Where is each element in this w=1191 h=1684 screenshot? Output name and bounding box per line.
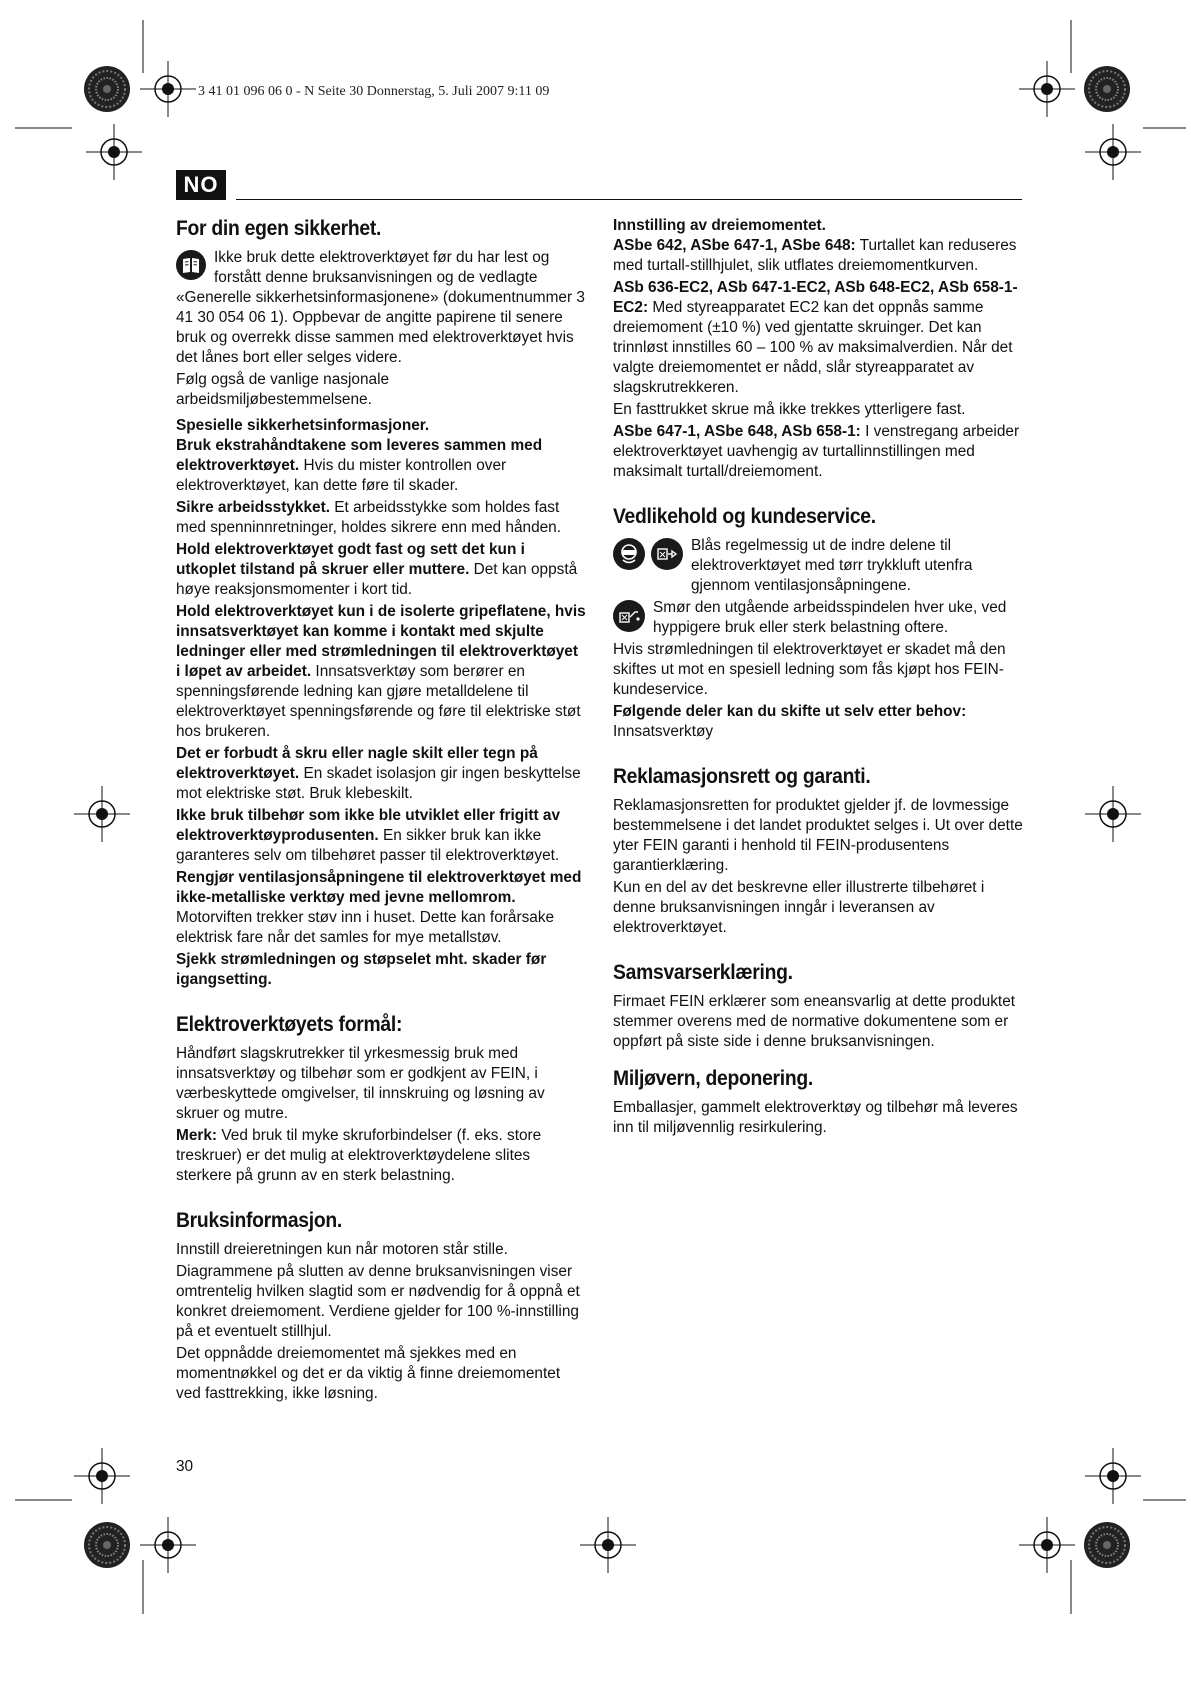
- left-column: [176, 214, 586, 1406]
- starburst-icon: [84, 66, 130, 112]
- safety-text-1: Ikke bruk dette elektroverktøyet før du har lest og forstått denne bruksanvisningen og de vedlagte «Generelle sikkerhetsinformasjonene» (dokumentnummer 3 41 30 054 06 1). Oppbevar de angitte papirene til senere bruk og overrekk disse sammen med elektroverktøyet hvis det lånes bort eller selges videre.: [176, 249, 585, 366]
- registration-mark-icon: [1085, 786, 1141, 842]
- safety-intro: [176, 248, 586, 368]
- lubricate-icon: [613, 600, 645, 638]
- book-icon: [176, 250, 206, 286]
- conformity-text: Firmaet FEIN erklærer som eneansvarlig at dette produktet stemmer overens med de normative dokumentene som er oppført på siste side i denne bruksanvisningen.: [613, 993, 1016, 1050]
- maintenance-text-1: Blås regelmessig ut de indre delene til elektroverktøyet med tørr trykkluft utenfra gjennom ventilasjonsåpningene.: [691, 537, 973, 594]
- language-badge: NO: [176, 170, 226, 200]
- purpose-note: Merk: Ved bruk til myke skruforbindelser (f. eks. store treskruer) er det mulig at elektroverktøydelene slites sterkere på grunn av en sterk belastning.: [176, 1127, 542, 1184]
- special-item-5: Det er forbudt å skru eller nagle skilt eller tegn på elektroverktøyet. En skadet isolasjon gir ingen beskyttelse mot elektriske støt. Bruk klebeskilt.: [176, 745, 581, 802]
- registration-mark-icon: [140, 1517, 196, 1573]
- purpose-text: Håndført slagskrutrekker til yrkesmessig bruk med innsatsverktøy og tilbehør som er godkjent av FEIN, i værbeskyttede omgivelser, til innskruing og løsning av skruer og mutre.: [176, 1045, 545, 1122]
- torque-item-1: ASbe 642, ASbe 647-1, ASbe 648: Turtallet kan reduseres med turtall-stillhjulet, slik utflates dreiemomentkurven.: [613, 237, 1017, 274]
- registration-mark-icon: [1019, 61, 1075, 117]
- special-item-3: Hold elektroverktøyet godt fast og sett det kun i utkoplet tilstand på skruer eller muttere. Det kan oppstå høye reaksjonsmomenter i kort tid.: [176, 541, 578, 598]
- registration-mark-icon: [1019, 1517, 1075, 1573]
- usage-text-3: Det oppnådde dreiemomentet må sjekkes med en momentnøkkel og det er da viktig å finne dreiemomentet ved fasttrekking, ikke løsning.: [176, 1345, 561, 1402]
- top-rule: [236, 199, 1022, 200]
- right-column: [613, 214, 1027, 1140]
- print-header: 3 41 01 096 06 0 - N Seite 30 Donnerstag, 5. Juli 2007 9:11 09: [198, 84, 550, 99]
- goggles-icon: [613, 538, 645, 576]
- warranty-text-1: Reklamasjonsretten for produktet gjelder jf. de lovmessige bestemmelsene i det landet produktet selges i. Ut over dette yter FEIN garanti i henhold til FEIN-produsentens garantierklæring.: [613, 797, 1023, 874]
- maintenance-lubricate: [613, 598, 1027, 638]
- maintenance-text-4: Følgende deler kan du skifte ut selv etter behov: Innsatsverktøy: [613, 703, 967, 740]
- maintenance-text-2: Smør den utgående arbeidsspindelen hver uke, ved hyppigere bruk eller sterk belastning oftere.: [653, 599, 1007, 636]
- safety-text-2: Følg også de vanlige nasjonale arbeidsmiljøbestemmelsene.: [176, 371, 390, 408]
- heading-conformity: Samsvarserklæring.: [613, 961, 793, 984]
- registration-mark-icon: [580, 1517, 636, 1573]
- heading-maintenance: Vedlikehold og kundeservice.: [613, 505, 876, 528]
- registration-mark-icon: [74, 1448, 130, 1504]
- special-item-2: Sikre arbeidsstykket. Et arbeidsstykke som holdes fast med spenninnretninger, holdes sikrere enn med hånden.: [176, 499, 562, 536]
- special-item-7: Rengjør ventilasjonsåpningene til elektroverktøyet med ikke-metalliske verktøy med jevne mellomrom. Motorviften trekker støv inn i huset. Dette kan forårsake elektrisk fare når det samles for mye metallstøv.: [176, 869, 582, 946]
- registration-mark-icon: [74, 786, 130, 842]
- heading-safety: For din egen sikkerhet.: [176, 217, 382, 240]
- usage-text-2: Diagrammene på slutten av denne bruksanvisningen viser omtrentelig hvilken slagtid som er nødvendig for å oppnå et konkret dreiemoment. Verdiene gjelder for 100 %-innstilling på et eventuelt stillhjul.: [176, 1263, 580, 1340]
- environment-text: Emballasjer, gammelt elektroverktøy og tilbehør må leveres inn til miljøvennlig resirkulering.: [613, 1099, 1018, 1136]
- starburst-icon: [1084, 1522, 1130, 1568]
- maintenance-blow: [613, 536, 1027, 596]
- registration-mark-icon: [140, 61, 196, 117]
- special-item-8: Sjekk strømledningen og støpselet mht. skader før igangsetting.: [176, 951, 547, 988]
- starburst-icon: [84, 1522, 130, 1568]
- registration-mark-icon: [86, 124, 142, 180]
- heading-torque: Innstilling av dreiemomentet.: [613, 217, 826, 234]
- special-item-1: Bruk ekstrahåndtakene som leveres sammen med elektroverktøyet. Hvis du mister kontrollen over elektroverktøyet, kan dette føre til skader.: [176, 437, 543, 494]
- heading-warranty: Reklamasjonsrett og garanti.: [613, 765, 871, 788]
- special-item-6: Ikke bruk tilbehør som ikke ble utviklet eller frigitt av elektroverktøyprodusenten. En sikker bruk kan ikke garanteres selv om tilbehøret passer til elektroverktøyet.: [176, 807, 561, 864]
- registration-mark-icon: [1085, 124, 1141, 180]
- torque-item-4: ASbe 647-1, ASbe 648, ASb 658-1: I venstregang arbeider elektroverktøyet uavhengig av turtallinnstillingen med maksimalt turtall/dreiemoment.: [613, 423, 1020, 480]
- torque-item-3: En fasttrukket skrue må ikke trekkes ytterligere fast.: [613, 401, 966, 418]
- page-number: 30: [176, 1458, 194, 1475]
- air-blow-icon: [651, 538, 683, 576]
- heading-purpose: Elektroverktøyets formål:: [176, 1013, 403, 1036]
- special-item-4: Hold elektroverktøyet kun i de isolerte gripeflatene, hvis innsatsverktøyet kan komme i kontakt med skjulte ledninger eller med strømledningen til elektroverktøyet i løpet av arbeidet. Innsatsverktøy som berører en spenningsførende ledning kan gjøre metalldelene til elektroverktøyet spenningsførende og føre til elektriske støt hos brukeren.: [176, 603, 586, 740]
- maintenance-text-3: Hvis strømledningen til elektroverktøyet er skadet må den skiftes ut mot en spesiell ledning som fås kjøpt hos FEIN-kundeservice.: [613, 641, 1006, 698]
- heading-usage: Bruksinformasjon.: [176, 1209, 343, 1232]
- usage-text-1: Innstill dreieretningen kun når motoren står stille.: [176, 1241, 508, 1258]
- registration-mark-icon: [1085, 1448, 1141, 1504]
- torque-item-2: ASb 636-EC2, ASb 647-1-EC2, ASb 648-EC2, ASb 658-1-EC2: Med styreapparatet EC2 kan det oppnås samme dreiemoment (±10 %) ved gjentatte skruinger. Det kan trinnløst innstilles 60 – 100 % av maksimalverdien. Når det valgte dreiemomentet er nådd, slår styreapparatet av slagskrutrekkeren.: [613, 279, 1018, 396]
- warranty-text-2: Kun en del av det beskrevne eller illustrerte tilbehøret i denne bruksanvisningen inngår i leveransen av elektroverktøyet.: [613, 879, 985, 936]
- starburst-icon: [1084, 66, 1130, 112]
- heading-environment: Miljøvern, deponering.: [613, 1067, 814, 1090]
- heading-special-safety: Spesielle sikkerhetsinformasjoner.: [176, 417, 430, 434]
